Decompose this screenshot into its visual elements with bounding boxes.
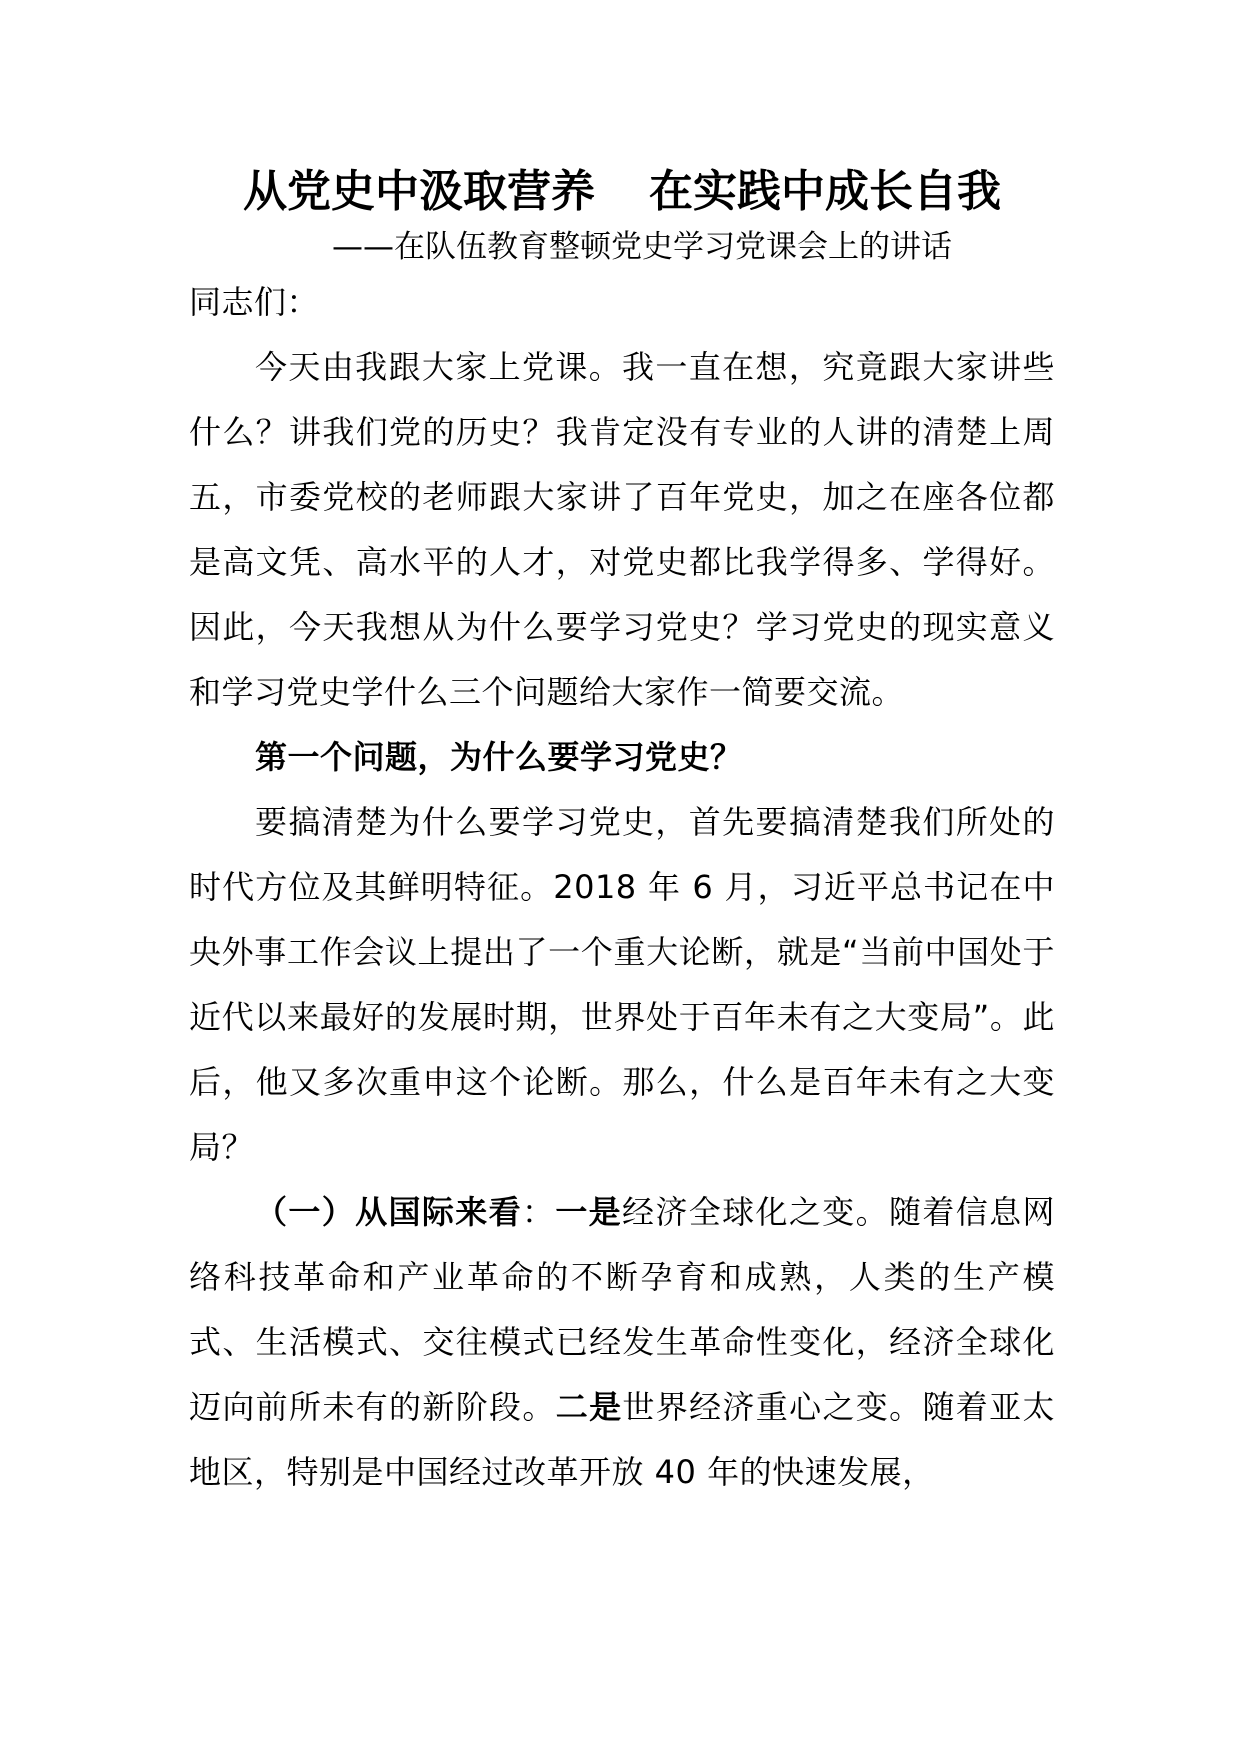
subsection-lead: （一）从国际来看 bbox=[255, 1193, 522, 1231]
paragraph-intro: 今天由我跟大家上党课。我一直在想，究竟跟大家讲些什么？讲我们党的历史？我肯定没有专业的人讲的清楚上周五，市委党校的老师跟大家讲了百年党史，加之在座各位都是高文凭、高水平的人才，对党史都比我学得多、学得好。因此，今天我想从为什么要学习党史？学习党史的现实意义和学习党史学什么三个问题给大家作一简要交流。 bbox=[189, 348, 1055, 711]
subsection-colon: ： bbox=[521, 1193, 556, 1231]
point-1-text: 经济全球化之变。随着信息网络科技革命和产业革命的不断孕育和成熟，人类的生产模式、生活模式、交往模式已经发生革命性变化，经济全球化迈向前所未有的新阶段。 bbox=[189, 1193, 1055, 1426]
title-part-1: 从党史中汲取营养 bbox=[243, 166, 595, 217]
section-heading-1: 第一个问题，为什么要学习党史？ bbox=[255, 738, 743, 776]
title-part-2: 在实践中成长自我 bbox=[649, 166, 1001, 217]
point-1-label: 一是 bbox=[555, 1193, 623, 1231]
paragraph-era: 要搞清楚为什么要学习党史，首先要搞清楚我们所处的时代方位及其鲜明特征。2018 年 6 月，习近平总书记在中央外事工作会议上提出了一个重大论断，就是“当前中国处于近代以来最好的发展时期，世界处于百年未有之大变局”。此后，他又多次重申这个论断。那么，什么是百年未有之大变局？ bbox=[189, 803, 1055, 1166]
point-2-text: 世界经济重心之变。随着亚太地区，特别是中国经过改革开放 40 年的快速发展， bbox=[189, 1388, 1055, 1491]
point-2-label: 二是 bbox=[555, 1388, 623, 1426]
salutation: 同志们： bbox=[189, 283, 320, 321]
paragraph-international bbox=[189, 1180, 1055, 1505]
document-page bbox=[189, 160, 1055, 1505]
document-subtitle: ——在队伍教育整顿党史学习党课会上的讲话 bbox=[332, 229, 952, 265]
document-title bbox=[189, 160, 1055, 224]
